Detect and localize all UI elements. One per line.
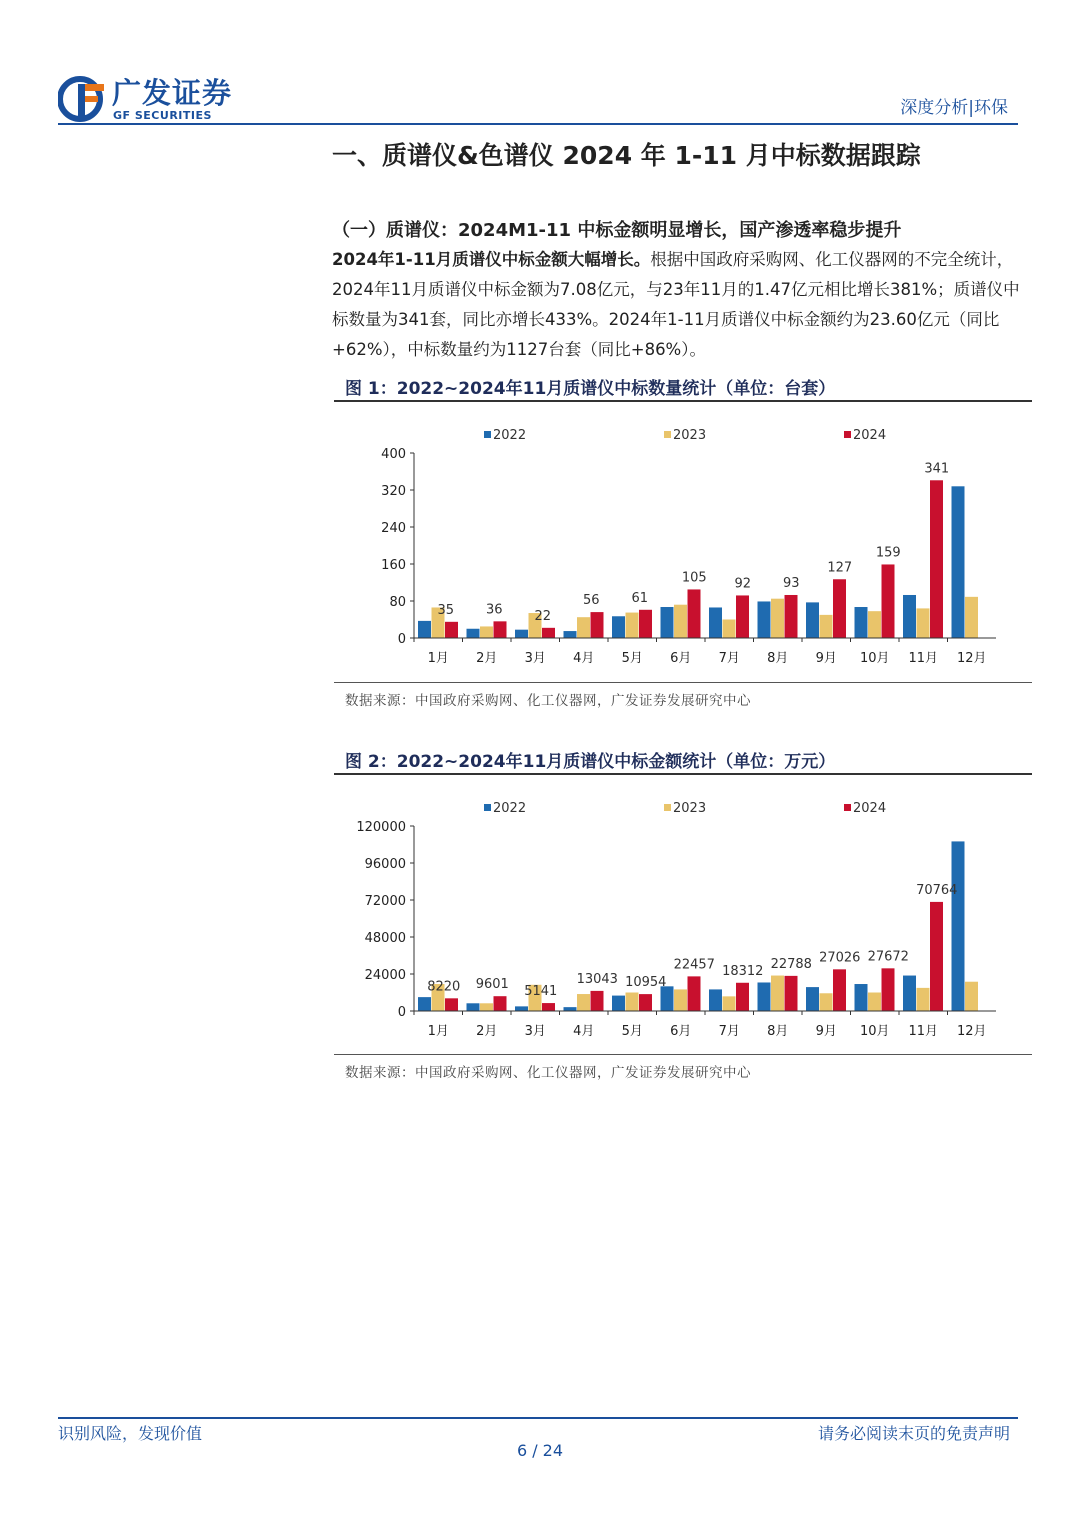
bar-2023-10 bbox=[868, 611, 881, 638]
bar-2023-2 bbox=[480, 626, 493, 638]
data-label-9: 27026 bbox=[819, 950, 861, 966]
bar-2024-8 bbox=[785, 595, 798, 638]
logo-english-name: GF SECURITIES bbox=[113, 109, 212, 122]
figure1-caption: 图 1：2022~2024年11月质谱仪中标数量统计（单位：台套） bbox=[345, 379, 836, 399]
bar-2022-1 bbox=[418, 621, 431, 638]
x-tick-label: 1月 bbox=[427, 651, 449, 666]
bar-2024-3 bbox=[542, 628, 555, 638]
data-label-11: 70764 bbox=[916, 882, 958, 898]
bar-2022-8 bbox=[758, 601, 771, 638]
x-tick-label: 8月 bbox=[767, 651, 789, 666]
bar-2023-6 bbox=[674, 605, 687, 638]
x-tick-label: 12月 bbox=[956, 1024, 987, 1039]
data-label-10: 159 bbox=[875, 545, 901, 561]
data-label-9: 127 bbox=[827, 560, 853, 576]
bar-2024-7 bbox=[736, 595, 749, 638]
bar-2023-10 bbox=[868, 993, 881, 1012]
paragraph-lead: 2024年1-11月质谱仪中标金额大幅增长。 bbox=[332, 250, 651, 269]
y-tick-label: 160 bbox=[381, 558, 406, 573]
bar-2023-6 bbox=[674, 989, 687, 1011]
bar-2022-5 bbox=[612, 616, 625, 638]
data-label-10: 27672 bbox=[867, 949, 909, 965]
data-label-6: 105 bbox=[681, 570, 707, 586]
bar-2022-12 bbox=[952, 841, 965, 1011]
paragraph-body: 根据中国政府采购网、化工仪器网的不完全统计，2024年11月质谱仪中标金额为7.08亿元，与23年11月的1.47亿元相比增长381%；质谱仪中标数量为341套，同比亦增长433%。2024年1-11月质谱仪中标金额约为23.60亿元（同比+62%），中标数量约为1127台套（同比+86%）。 bbox=[332, 250, 1020, 359]
bar-2024-11 bbox=[930, 480, 943, 638]
bar-2022-11 bbox=[903, 976, 916, 1011]
figure2-bottom-rule bbox=[334, 1054, 1032, 1055]
x-tick-label: 6月 bbox=[670, 1024, 692, 1039]
footer-slogan: 识别风险，发现价值 bbox=[58, 1424, 203, 1443]
bar-2024-2 bbox=[494, 621, 507, 638]
y-tick-label: 0 bbox=[397, 1005, 406, 1020]
bar-2024-6 bbox=[688, 589, 701, 638]
bar-2024-6 bbox=[688, 976, 701, 1011]
bar-2024-1 bbox=[445, 998, 458, 1011]
figure2-top-rule bbox=[334, 773, 1032, 775]
x-tick-label: 11月 bbox=[908, 651, 939, 666]
bar-2022-6 bbox=[661, 607, 674, 638]
x-tick-label: 9月 bbox=[815, 1024, 837, 1039]
y-tick-label: 120000 bbox=[356, 820, 406, 835]
data-label-1: 8220 bbox=[427, 979, 461, 995]
figure2-bar-chart bbox=[334, 778, 1032, 1053]
x-tick-label: 5月 bbox=[621, 651, 643, 666]
bar-2022-5 bbox=[612, 996, 625, 1011]
x-tick-label: 4月 bbox=[573, 1024, 595, 1039]
x-tick-label: 3月 bbox=[524, 651, 546, 666]
bar-2024-11 bbox=[930, 902, 943, 1011]
legend-swatch-2024 bbox=[844, 804, 851, 811]
legend-label-2023: 2023 bbox=[673, 801, 707, 816]
y-tick-label: 80 bbox=[389, 595, 406, 610]
data-label-5: 61 bbox=[631, 590, 649, 606]
figure1-bottom-rule bbox=[334, 682, 1032, 683]
bar-2022-9 bbox=[806, 602, 819, 638]
x-tick-label: 10月 bbox=[859, 1024, 890, 1039]
footer-divider bbox=[58, 1417, 1018, 1419]
x-tick-label: 3月 bbox=[524, 1024, 546, 1039]
bar-2024-3 bbox=[542, 1003, 555, 1011]
report-category-tag: 深度分析|环保 bbox=[900, 98, 1008, 118]
x-tick-label: 9月 bbox=[815, 651, 837, 666]
figure1-bar-chart bbox=[334, 405, 1032, 680]
figure1-top-rule bbox=[334, 400, 1032, 402]
bar-2022-3 bbox=[515, 1006, 528, 1011]
bar-2024-1 bbox=[445, 622, 458, 638]
x-tick-label: 2月 bbox=[476, 651, 498, 666]
gf-logo-icon bbox=[58, 76, 108, 122]
data-label-8: 22788 bbox=[770, 956, 812, 972]
data-label-3: 5141 bbox=[524, 984, 558, 1000]
bar-2022-9 bbox=[806, 987, 819, 1011]
bar-2024-5 bbox=[639, 610, 652, 638]
bar-2022-10 bbox=[855, 984, 868, 1011]
bar-2024-9 bbox=[833, 579, 846, 638]
legend-label-2023: 2023 bbox=[673, 428, 707, 443]
bar-2022-12 bbox=[952, 486, 965, 638]
bar-2022-8 bbox=[758, 982, 771, 1011]
legend-swatch-2023 bbox=[664, 804, 671, 811]
data-label-8: 93 bbox=[782, 575, 800, 591]
x-tick-label: 7月 bbox=[718, 1024, 740, 1039]
bar-2024-2 bbox=[494, 996, 507, 1011]
bar-2023-2 bbox=[480, 1003, 493, 1011]
figure1-source: 数据来源：中国政府采购网、化工仪器网，广发证券发展研究中心 bbox=[345, 693, 751, 709]
data-label-4: 56 bbox=[582, 593, 600, 609]
bar-2022-10 bbox=[855, 607, 868, 638]
legend-label-2022: 2022 bbox=[493, 428, 527, 443]
x-tick-label: 10月 bbox=[859, 651, 890, 666]
section-title: 一、质谱仪&色谱仪 2024 年 1-11 月中标数据跟踪 bbox=[332, 141, 921, 170]
bar-2024-4 bbox=[591, 612, 604, 638]
bar-2024-7 bbox=[736, 983, 749, 1011]
body-paragraph bbox=[332, 245, 1022, 365]
bar-2024-4 bbox=[591, 991, 604, 1011]
y-tick-label: 400 bbox=[381, 447, 406, 462]
bar-2022-7 bbox=[709, 607, 722, 638]
bar-2022-2 bbox=[467, 1003, 480, 1011]
y-tick-label: 240 bbox=[381, 521, 406, 536]
x-tick-label: 8月 bbox=[767, 1024, 789, 1039]
bar-2024-10 bbox=[882, 968, 895, 1011]
legend-swatch-2024 bbox=[844, 431, 851, 438]
x-tick-label: 5月 bbox=[621, 1024, 643, 1039]
bar-2023-4 bbox=[577, 617, 590, 638]
data-label-11: 341 bbox=[924, 461, 950, 477]
x-tick-label: 11月 bbox=[908, 1024, 939, 1039]
y-tick-label: 0 bbox=[397, 632, 406, 647]
legend-swatch-2022 bbox=[484, 431, 491, 438]
bar-2023-8 bbox=[771, 599, 784, 638]
data-label-7: 92 bbox=[734, 576, 752, 592]
page-number: 6 / 24 bbox=[516, 1441, 564, 1460]
logo-chinese-name: 广发证券 bbox=[112, 76, 233, 110]
bar-2022-4 bbox=[564, 631, 577, 638]
x-tick-label: 4月 bbox=[573, 651, 595, 666]
x-tick-label: 2月 bbox=[476, 1024, 498, 1039]
bar-2023-5 bbox=[626, 993, 639, 1012]
data-label-2: 9601 bbox=[475, 977, 509, 993]
bar-2023-4 bbox=[577, 994, 590, 1011]
bar-2022-11 bbox=[903, 595, 916, 638]
sub-section-title: （一）质谱仪：2024M1-11 中标金额明显增长，国产渗透率稳步提升 bbox=[332, 220, 902, 241]
header-divider bbox=[58, 123, 1018, 125]
figure2-caption: 图 2：2022~2024年11月质谱仪中标金额统计（单位：万元） bbox=[345, 752, 836, 772]
data-label-7: 18312 bbox=[722, 963, 764, 979]
data-label-1: 35 bbox=[437, 602, 455, 618]
bar-2024-5 bbox=[639, 994, 652, 1011]
legend-label-2022: 2022 bbox=[493, 801, 527, 816]
bar-2023-12 bbox=[965, 982, 978, 1011]
bar-2022-3 bbox=[515, 630, 528, 638]
bar-2023-9 bbox=[820, 993, 833, 1011]
x-tick-label: 7月 bbox=[718, 651, 740, 666]
bar-2023-12 bbox=[965, 597, 978, 638]
bar-2023-5 bbox=[626, 613, 639, 638]
y-tick-label: 48000 bbox=[364, 931, 406, 946]
x-tick-label: 1月 bbox=[427, 1024, 449, 1039]
y-tick-label: 24000 bbox=[364, 968, 406, 983]
data-label-5: 10954 bbox=[625, 975, 667, 991]
bar-2023-8 bbox=[771, 976, 784, 1011]
bar-2022-1 bbox=[418, 997, 431, 1011]
bar-2024-9 bbox=[833, 969, 846, 1011]
bar-2023-7 bbox=[723, 996, 736, 1011]
bar-2023-11 bbox=[917, 988, 930, 1011]
legend-label-2024: 2024 bbox=[853, 801, 887, 816]
data-label-4: 13043 bbox=[576, 971, 618, 987]
footer-disclaimer-note: 请务必阅读末页的免责声明 bbox=[817, 1424, 1010, 1443]
bar-2022-7 bbox=[709, 989, 722, 1011]
bar-2024-10 bbox=[882, 564, 895, 638]
legend-label-2024: 2024 bbox=[853, 428, 887, 443]
bar-2023-9 bbox=[820, 615, 833, 638]
data-label-2: 36 bbox=[485, 602, 503, 618]
bar-2022-4 bbox=[564, 1007, 577, 1011]
x-tick-label: 12月 bbox=[956, 651, 987, 666]
figure2-source: 数据来源：中国政府采购网、化工仪器网，广发证券发展研究中心 bbox=[345, 1065, 751, 1081]
bar-2023-7 bbox=[723, 620, 736, 639]
x-tick-label: 6月 bbox=[670, 651, 692, 666]
bar-2024-8 bbox=[785, 976, 798, 1011]
y-tick-label: 72000 bbox=[364, 894, 406, 909]
legend-swatch-2023 bbox=[664, 431, 671, 438]
y-tick-label: 320 bbox=[381, 484, 406, 499]
data-label-6: 22457 bbox=[673, 957, 715, 973]
data-label-3: 22 bbox=[534, 608, 552, 624]
bar-2023-11 bbox=[917, 608, 930, 638]
y-tick-label: 96000 bbox=[364, 857, 406, 872]
legend-swatch-2022 bbox=[484, 804, 491, 811]
bar-2022-2 bbox=[467, 629, 480, 638]
